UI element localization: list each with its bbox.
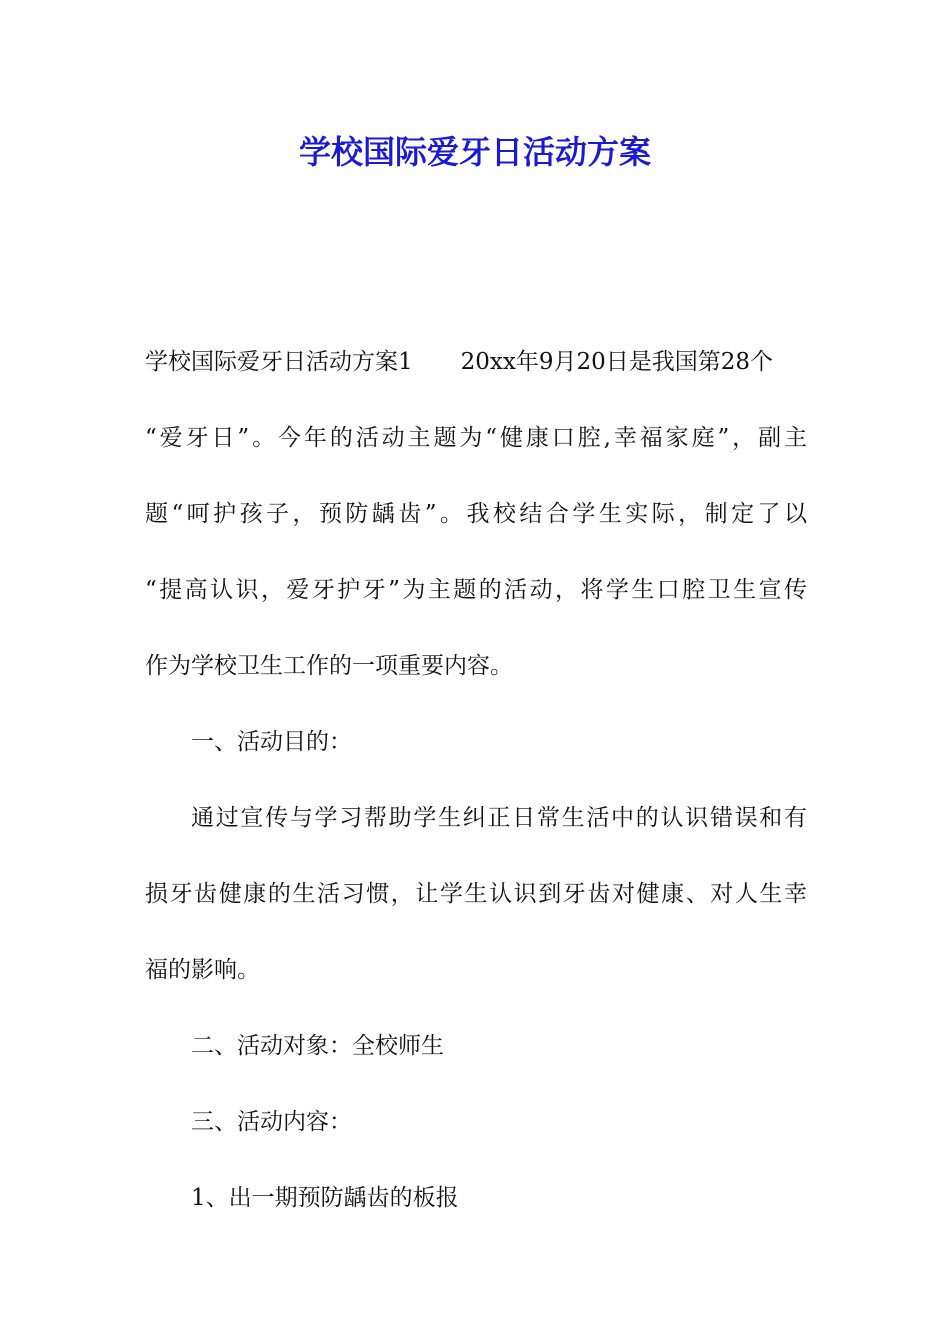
purpose-line-3: 福的影响。: [145, 957, 260, 983]
section-heading-content: 三、活动内容：: [191, 1109, 352, 1135]
document-title: 学校国际爱牙日活动方案: [298, 133, 651, 171]
intro-text-start: 20xx年9月20日是我国第28个: [460, 349, 774, 375]
intro-line-2: “爱牙日”。今年的活动主题为“健康口腔,幸福家庭”，副主: [145, 425, 807, 451]
content-item-1: 1、出一期预防龋齿的板报: [191, 1185, 459, 1211]
purpose-line-1: 通过宣传与学习帮助学生纠正日常生活中的认识错误和有: [191, 805, 807, 831]
intro-line-4: “提高认识，爱牙护牙”为主题的活动，将学生口腔卫生宣传: [145, 577, 807, 603]
intro-line-5: 作为学校卫生工作的一项重要内容。: [145, 653, 513, 679]
section-heading-audience: 二、活动对象：全校师生: [191, 1033, 444, 1059]
section-heading-purpose: 一、活动目的：: [191, 729, 352, 755]
intro-line-1: [145, 324, 807, 400]
document-body: [145, 324, 807, 1236]
intro-heading-inline: 学校国际爱牙日活动方案1: [145, 349, 413, 375]
purpose-line-2: 损牙齿健康的生活习惯，让学生认识到牙齿对健康、对人生幸: [145, 881, 807, 907]
intro-line-3: 题“呵护孩子，预防龋齿”。我校结合学生实际，制定了以: [145, 501, 807, 527]
